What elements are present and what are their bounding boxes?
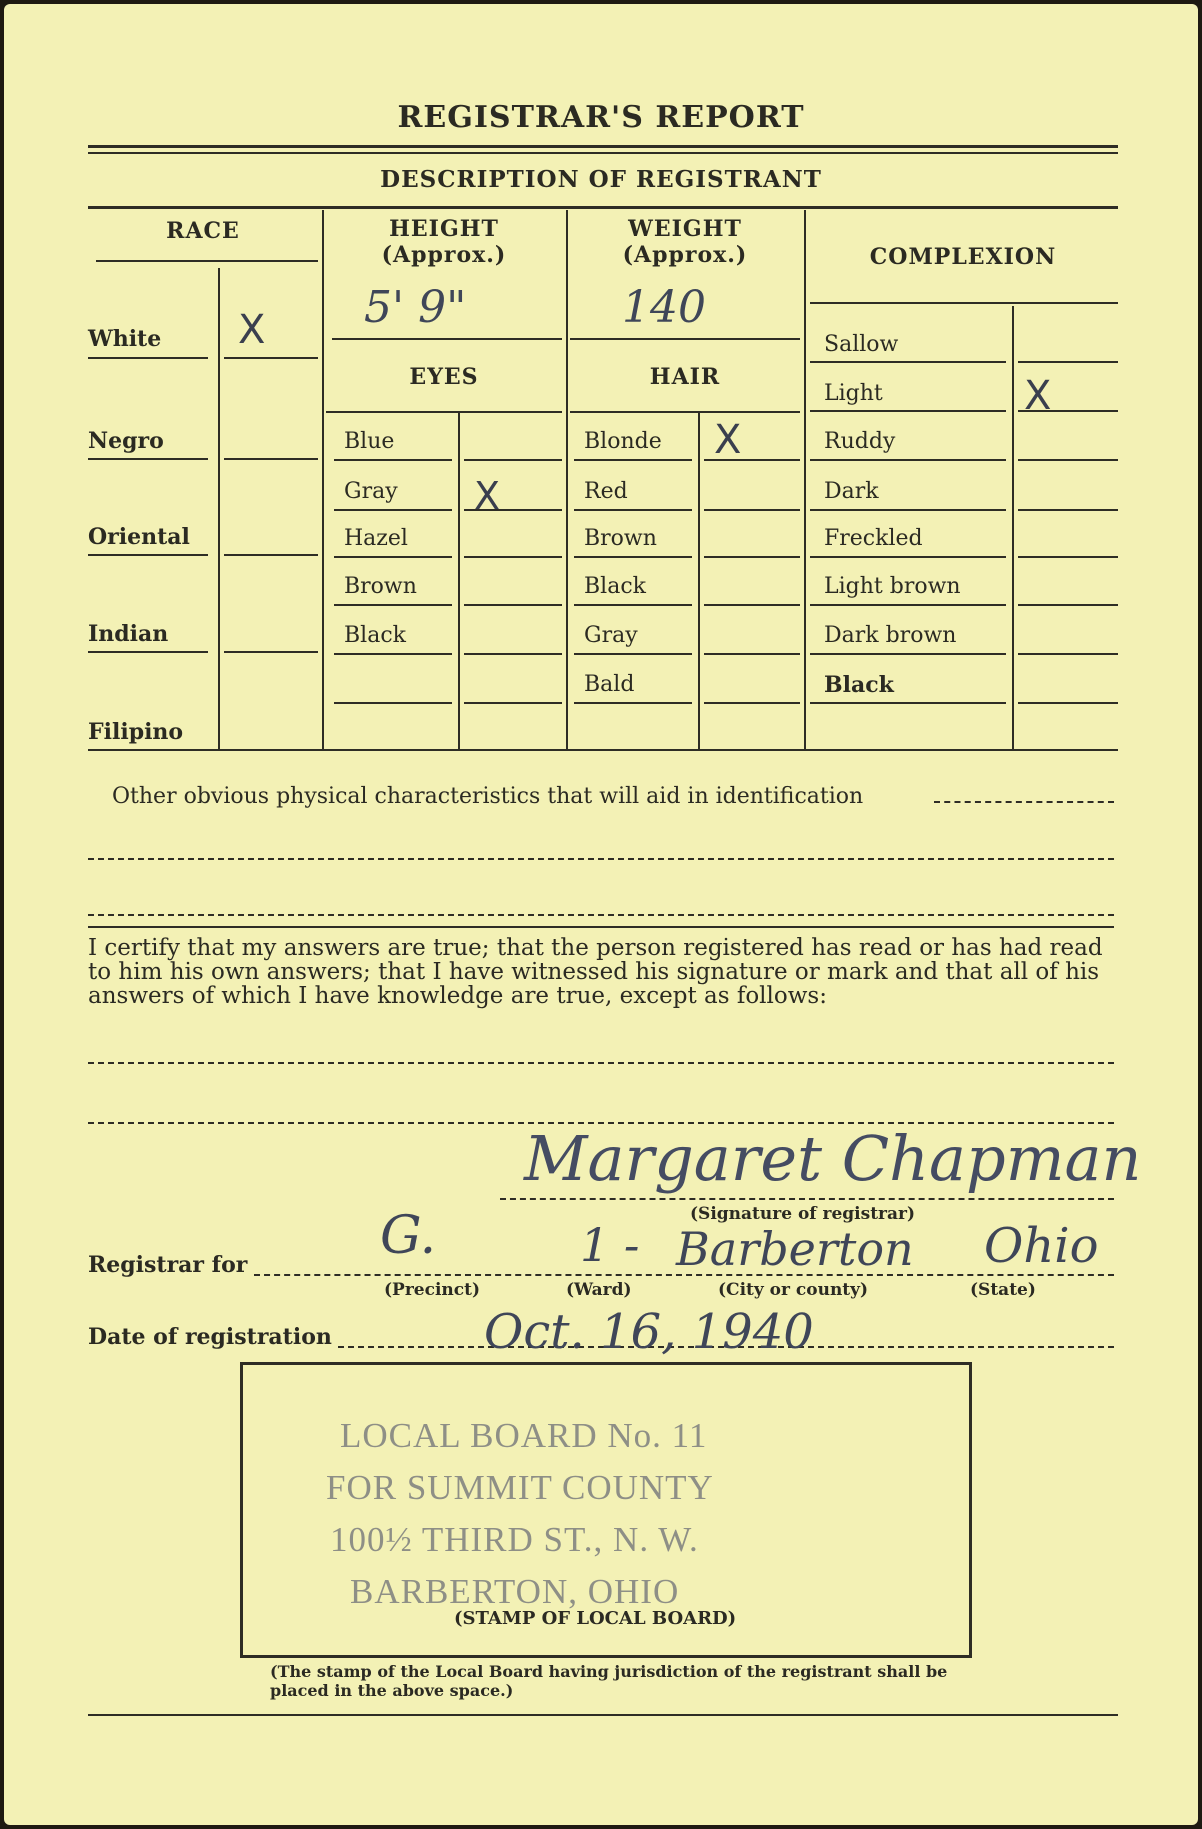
eyes-option-hazel: Hazel: [344, 526, 408, 551]
rule: [810, 604, 1006, 606]
complexion-header: COMPLEXION: [869, 244, 1057, 270]
table-bottom-border: [88, 749, 1118, 751]
rule: [224, 458, 318, 460]
rule: [464, 556, 562, 558]
rule: [1018, 653, 1118, 655]
blank-line: [88, 858, 1114, 860]
col-divider: [566, 210, 568, 750]
blank-line: [88, 1062, 1114, 1064]
rule: [810, 410, 1006, 412]
rule: [224, 651, 318, 653]
rule: [464, 702, 562, 704]
complexion-option-black: Black: [824, 672, 894, 698]
ward-value: 1 -: [580, 1218, 640, 1272]
complexion-option-light-brown: Light brown: [824, 574, 961, 599]
rule: [88, 926, 1114, 928]
rule: [704, 604, 800, 606]
rule: [464, 653, 562, 655]
date-of-registration-label: Date of registration: [88, 1324, 332, 1350]
complexion-option-ruddy: Ruddy: [824, 429, 896, 454]
rule: [334, 604, 452, 606]
rule: [810, 509, 1006, 511]
stamp-line-1: LOCAL BOARD No. 11: [340, 1416, 708, 1455]
rule: [704, 556, 800, 558]
rule: [574, 459, 692, 461]
registration-card: [4, 4, 1198, 1825]
race-option-oriental: Oriental: [88, 524, 190, 550]
rule: [1018, 604, 1118, 606]
rule: [810, 556, 1006, 558]
col-divider: [804, 210, 806, 750]
eyes-option-gray: Gray: [344, 479, 398, 504]
rule: [334, 556, 452, 558]
rule: [224, 357, 318, 359]
eyes-option-black: Black: [344, 623, 406, 648]
hair-option-gray: Gray: [584, 623, 638, 648]
hair-option-bald: Bald: [584, 672, 635, 697]
weight-header: WEIGHT (Approx.): [622, 216, 748, 268]
rule: [326, 411, 562, 413]
height-value: 5' 9": [364, 282, 467, 333]
rule: [810, 459, 1006, 461]
rule: [1018, 509, 1118, 511]
rule: [88, 554, 208, 556]
race-option-indian: Indian: [88, 621, 169, 647]
stamp-line-3: 100½ THIRD ST., N. W.: [330, 1520, 699, 1559]
rule: [574, 509, 692, 511]
rule: [334, 702, 452, 704]
precinct-caption: (Precinct): [384, 1280, 481, 1300]
rule: [810, 702, 1006, 704]
bottom-rule: [88, 1714, 1118, 1716]
eyes-check-mark: X: [474, 474, 501, 518]
ward-caption: (Ward): [566, 1280, 632, 1300]
rule: [334, 653, 452, 655]
precinct-value: G.: [380, 1206, 437, 1266]
registrar-signature: Margaret Chapman: [524, 1122, 1142, 1195]
stamp-caption: (STAMP OF LOCAL BOARD): [454, 1608, 737, 1629]
rule: [810, 361, 1006, 363]
rule: [332, 338, 562, 340]
rule: [464, 604, 562, 606]
race-check-mark: X: [238, 307, 266, 353]
state-value: Ohio: [984, 1218, 1099, 1274]
hair-option-brown: Brown: [584, 526, 657, 551]
rule: [334, 459, 452, 461]
rule: [704, 509, 800, 511]
rule: [1018, 556, 1118, 558]
col-divider: [458, 412, 460, 750]
rule: [88, 458, 208, 460]
rule: [574, 702, 692, 704]
rule: [1018, 459, 1118, 461]
eyes-header: EYES: [409, 364, 479, 390]
divider: [88, 145, 1118, 148]
rule: [574, 653, 692, 655]
height-header: HEIGHT (Approx.): [381, 216, 507, 268]
rule: [334, 509, 452, 511]
state-caption: (State): [970, 1280, 1036, 1300]
rule: [1018, 702, 1118, 704]
blank-line: [88, 914, 1114, 916]
signature-line: [500, 1198, 1114, 1200]
race-header: RACE: [166, 218, 240, 244]
rule: [570, 338, 800, 340]
weight-value: 140: [622, 282, 706, 333]
other-characteristics-label: Other obvious physical characteristics that will aid in identification: [112, 784, 864, 809]
report-title: REGISTRAR'S REPORT: [397, 100, 805, 135]
rule: [464, 459, 562, 461]
col-divider: [698, 412, 700, 750]
rule: [810, 302, 1118, 304]
rule: [1018, 361, 1118, 363]
rule: [88, 357, 208, 359]
complexion-check-mark: X: [1024, 373, 1052, 419]
complexion-option-dark-brown: Dark brown: [824, 623, 957, 648]
complexion-option-dark: Dark: [824, 479, 879, 504]
table-top-border: [88, 206, 1118, 209]
rule: [96, 260, 318, 262]
col-divider: [1012, 306, 1014, 750]
race-option-white: White: [88, 326, 162, 352]
race-option-negro: Negro: [88, 428, 164, 454]
section-title: DESCRIPTION OF REGISTRANT: [380, 166, 822, 193]
hair-option-black: Black: [584, 574, 646, 599]
rule: [570, 411, 800, 413]
complexion-option-freckled: Freckled: [824, 526, 923, 551]
eyes-option-brown: Brown: [344, 574, 417, 599]
stamp-line-4: BARBERTON, OHIO: [350, 1572, 680, 1611]
rule: [574, 556, 692, 558]
eyes-option-blue: Blue: [344, 429, 395, 454]
hair-header: HAIR: [649, 364, 721, 390]
city-value: Barberton: [676, 1222, 914, 1276]
rule: [88, 651, 208, 653]
rule: [810, 653, 1006, 655]
hair-option-red: Red: [584, 479, 628, 504]
complexion-option-sallow: Sallow: [824, 332, 899, 357]
signature-caption: (Signature of registrar): [690, 1204, 916, 1224]
stamp-line-2: FOR SUMMIT COUNTY: [326, 1468, 714, 1507]
col-divider: [218, 268, 220, 750]
rule: [704, 702, 800, 704]
hair-option-blonde: Blonde: [584, 429, 662, 454]
race-option-filipino: Filipino: [88, 719, 184, 745]
complexion-option-light: Light: [824, 381, 883, 406]
registrar-for-label: Registrar for: [88, 1252, 248, 1278]
hair-check-mark: X: [714, 417, 742, 463]
rule: [224, 554, 318, 556]
rule: [574, 604, 692, 606]
stamp-note: (The stamp of the Local Board having jurisdiction of the registrant shall be placed in the above space.): [270, 1662, 948, 1700]
date-of-registration-value: Oct. 16, 1940: [484, 1304, 814, 1360]
divider: [88, 152, 1118, 154]
city-caption: (City or county): [718, 1280, 869, 1300]
certification-text: I certify that my answers are true; that the person registered has read or has had read to him his own answers; that I have witnessed his signature or mark and that all of his answers of which I have knowledge are true, except as follows:: [88, 935, 1103, 1009]
rule: [704, 653, 800, 655]
col-divider: [322, 210, 324, 750]
blank-line: [934, 801, 1114, 803]
